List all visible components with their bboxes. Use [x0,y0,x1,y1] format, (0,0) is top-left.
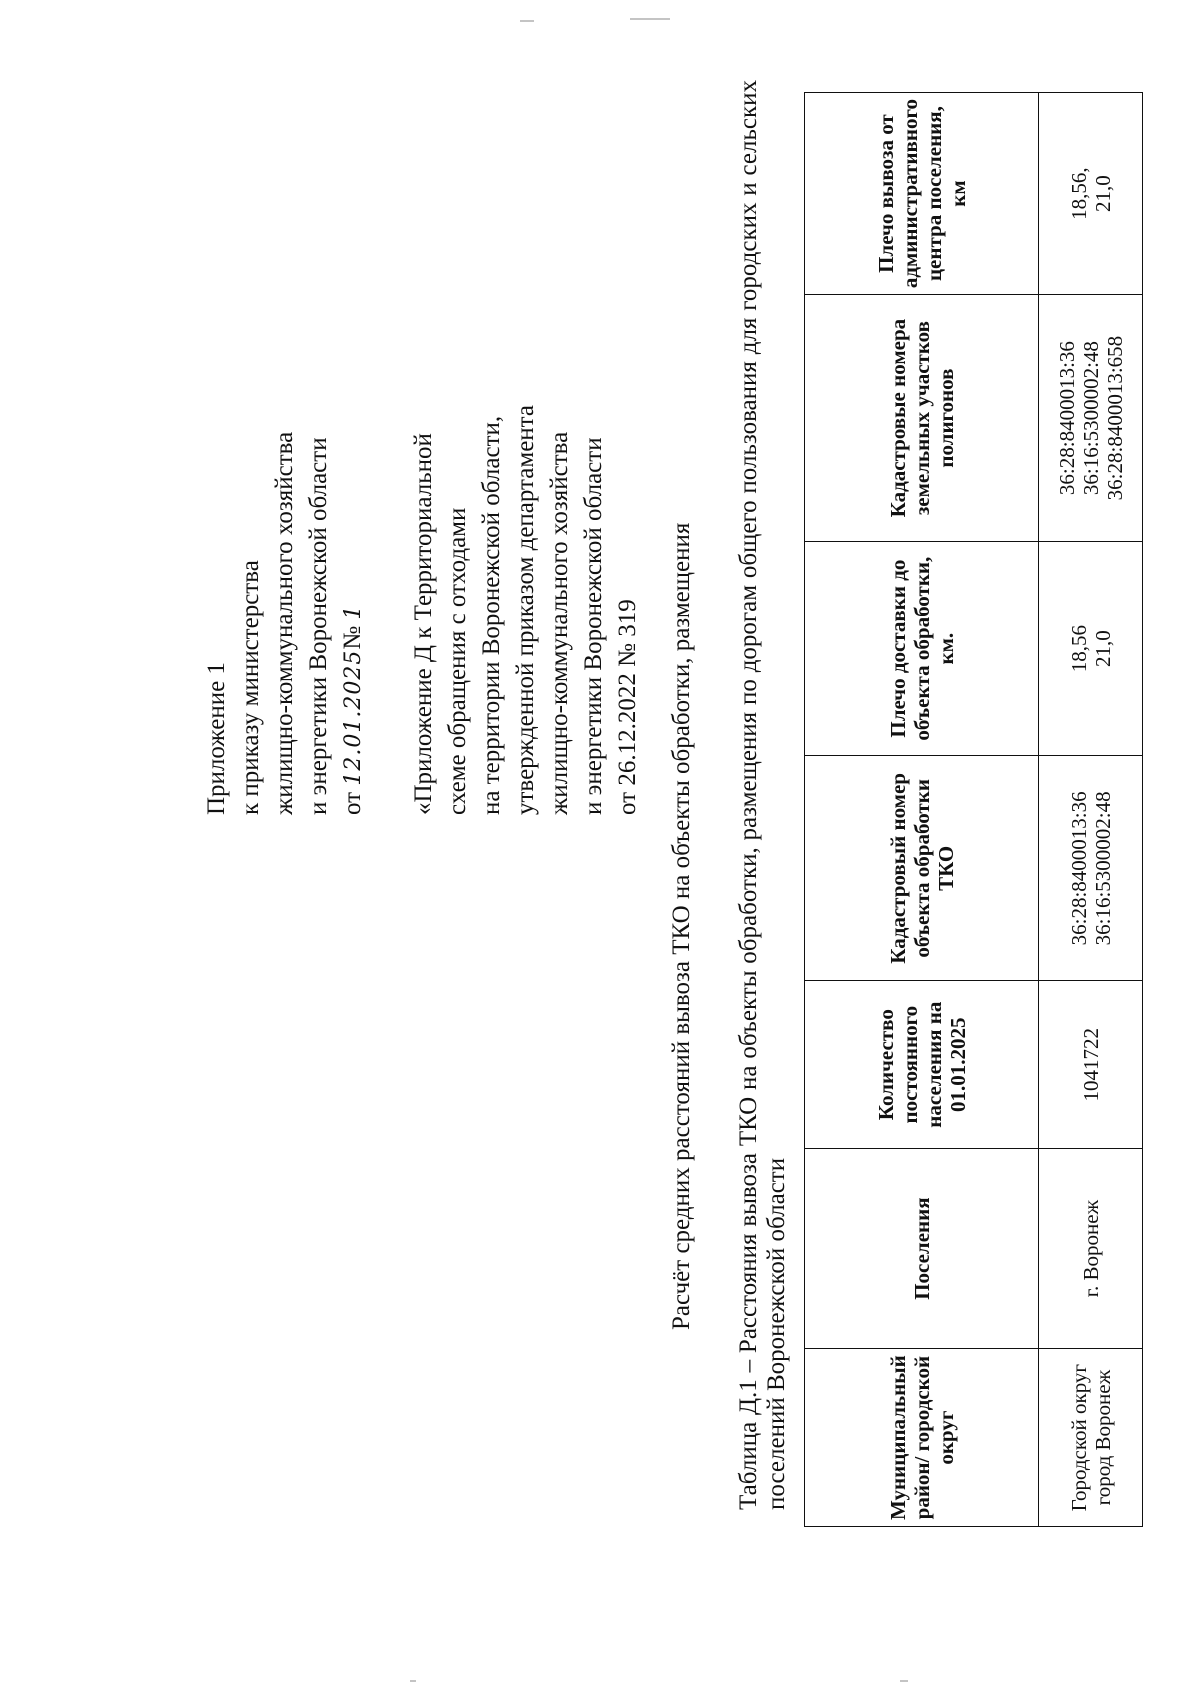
header-cadastral-processing: Кадастровый номер объекта обработки ТКО [805,756,1039,981]
handwritten-number: 1 [341,604,366,620]
cell-delivery-km [1039,542,1143,756]
cadastral-number: 36:28:8400013:658 [1102,335,1127,501]
handwritten-date: 12.01.2025 [341,649,366,786]
distance-value: 21,0 [1090,630,1115,668]
appendix-title: Приложение 1 [203,662,230,815]
rotated-sheet [180,60,1200,1560]
cell-population: 1041722 [1039,981,1143,1148]
quote-line: и энергетики Воронежской области [580,437,607,815]
date-prefix: от [339,791,366,815]
cadastral-number: 36:28:8400013:36 [1054,341,1079,496]
cadastral-number: 36:16:5300002:48 [1090,791,1115,946]
order-line: жилищно-коммунального хозяйства [271,431,298,815]
scan-speck [630,18,670,20]
header-population: Количество постоянного населения на 01.01.2025 [805,981,1039,1148]
quote-line: «Приложение Д к Территориальной [410,433,437,815]
quote-line: жилищно-коммунального хозяйства [546,431,573,815]
scan-speck [410,1680,416,1682]
quote-line: от 26.12.2022 № 319 [614,599,641,815]
scan-speck [520,20,534,22]
cell-cadastral-landfills [1039,295,1143,542]
distance-value: 18,56 [1066,625,1091,673]
order-line: и энергетики Воронежской области [305,437,332,815]
quote-line: утвержденной приказом департамента [512,404,539,815]
header-district: Муниципальный район/ городской округ [805,1349,1039,1527]
appendix-header [200,95,645,815]
number-label: № [339,625,366,650]
scan-speck [900,1680,908,1682]
calculation-title: Расчёт средних расстояний вывоза ТКО на объекты обработки, размещения [668,522,695,1330]
order-line: к приказу министерства [237,560,264,815]
header-settlement: Поселения [805,1148,1039,1348]
table-caption: Таблица Д.1 – Расстояния вывоза ТКО на объекты обработки, размещения по дорогам общего пользования для городских и сельских поселений Воронежской области [735,80,790,1510]
cadastral-number: 36:28:8400013:36 [1066,791,1091,946]
cell-settlement: г. Воронеж [1039,1148,1143,1348]
order-date-line [336,95,371,815]
distance-table [804,92,1143,1527]
header-removal-km: Плечо вывоза от административного центра поселения, км [805,93,1039,295]
header-cadastral-landfills: Кадастровые номера земельных участков полигонов [805,295,1039,542]
table-header-row [805,93,1039,1527]
distance-value: 21,0 [1090,175,1115,212]
cell-district: Городской округ город Воронеж [1039,1349,1143,1527]
quote-line: схеме обращения с отходами [444,507,471,815]
quote-line: на территории Воронежской области, [478,415,505,815]
cell-removal-km [1039,93,1143,295]
distance-value: 18,56, [1066,167,1091,220]
header-delivery-km: Плечо доставки до объекта обработки, км. [805,542,1039,756]
cadastral-number: 36:16:5300002:48 [1078,341,1103,496]
table-row [1039,93,1143,1527]
cell-cadastral-processing [1039,756,1143,981]
